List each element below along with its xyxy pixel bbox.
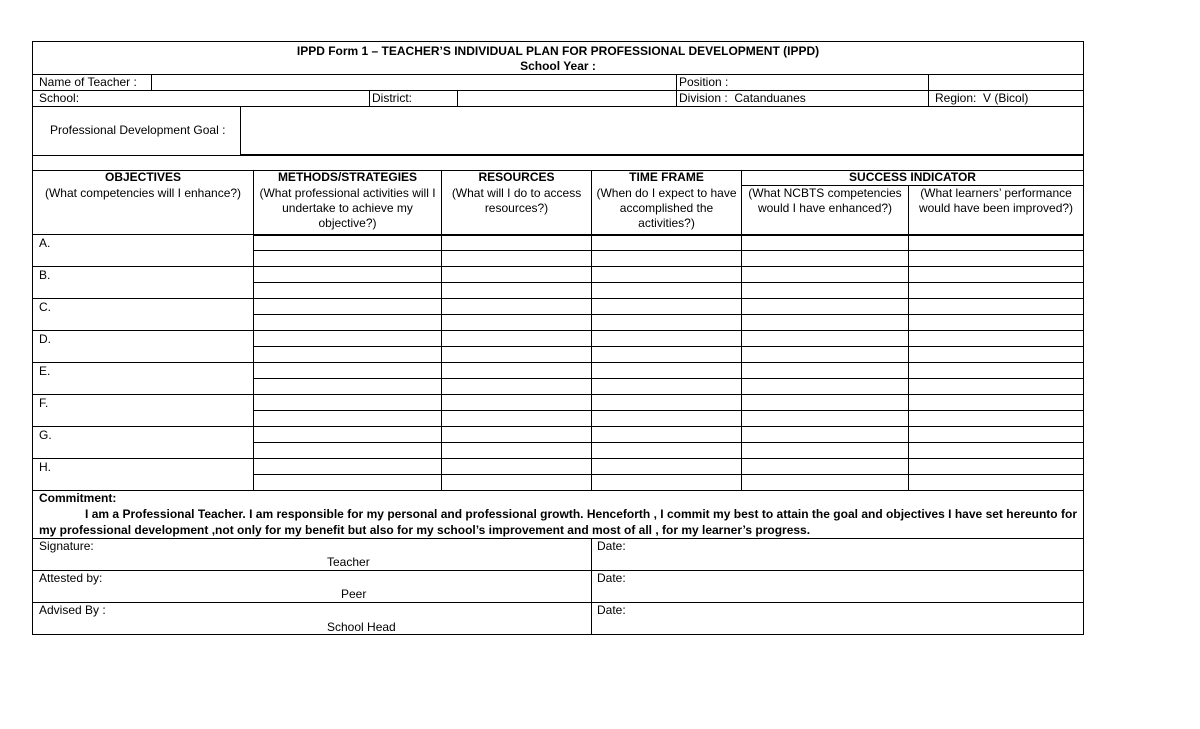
date-label: Date: — [597, 539, 626, 553]
peer-caption: Peer — [341, 587, 367, 601]
objectives-header: OBJECTIVES — [104, 170, 182, 184]
professional-development-goal-field[interactable] — [241, 107, 1083, 154]
objective-row-label: G. — [39, 428, 52, 442]
resources-header: RESOURCES — [478, 170, 555, 184]
commitment-label: Commitment: — [39, 491, 117, 505]
position-label: Position : — [679, 75, 729, 89]
resources-subheader: (What will I do to access resources?) — [451, 186, 582, 215]
school-field[interactable] — [93, 91, 369, 106]
district-field[interactable] — [458, 91, 676, 106]
methods-strategies-subheader: (What professional activities will I undertake to achieve my objective?) — [259, 186, 436, 230]
time-frame-subheader: (When do I expect to have accomplished the activities?) — [596, 186, 737, 230]
objective-row-label: E. — [39, 364, 51, 378]
name-of-teacher-field[interactable] — [152, 75, 676, 90]
objective-row-label: F. — [39, 396, 49, 410]
region-value: V (Bicol) — [983, 91, 1029, 105]
school-label: School: — [39, 91, 80, 105]
methods-strategies-header: METHODS/STRATEGIES — [277, 170, 418, 184]
division-label: Division : Catanduanes — [679, 91, 806, 105]
district-label: District: — [372, 91, 412, 105]
position-field[interactable] — [929, 75, 1083, 90]
signature-label: Signature: — [39, 539, 94, 553]
objective-row-label: A. — [39, 236, 51, 250]
objective-row-label: C. — [39, 300, 51, 314]
region-label: Region: V (Bicol) — [935, 91, 1029, 105]
professional-development-goal-label: Professional Development Goal : — [50, 123, 226, 137]
time-frame-header: TIME FRAME — [629, 170, 704, 184]
ncbts-competencies-subheader: (What NCBTS competencies would I have enhanced?) — [748, 186, 902, 215]
division-value: Catanduanes — [734, 91, 806, 105]
school-year-label: School Year : — [520, 59, 596, 73]
success-indicator-header: SUCCESS INDICATOR — [849, 170, 976, 184]
teacher-caption: Teacher — [327, 555, 370, 569]
learners-performance-subheader: (What learners’ performance would have been improved?) — [918, 186, 1074, 215]
name-of-teacher-label: Name of Teacher : — [39, 75, 137, 89]
advised-by-label: Advised By : — [39, 603, 106, 617]
school-head-caption: School Head — [327, 620, 396, 634]
objective-row-label: B. — [39, 268, 51, 282]
objective-row-label: D. — [39, 332, 51, 346]
commitment-text: I am a Professional Teacher. I am responsible for my personal and professional growth. Henceforth , I commit my best to attain the goal and objectives I have set hereunto for my professional development ,not only for my benefit but also for my school’s improvement and most of all , for my learner’s progress. — [39, 507, 1077, 537]
attested-by-label: Attested by: — [39, 571, 103, 585]
objective-row-label: H. — [39, 460, 51, 474]
objectives-subheader: (What competencies will I enhance?) — [44, 186, 242, 200]
form-title: IPPD Form 1 – TEACHER’S INDIVIDUAL PLAN FOR PROFESSIONAL DEVELOPMENT (IPPD) — [296, 44, 820, 58]
date-label: Date: — [597, 603, 626, 617]
ippd-form — [32, 41, 1084, 635]
date-label: Date: — [597, 571, 626, 585]
